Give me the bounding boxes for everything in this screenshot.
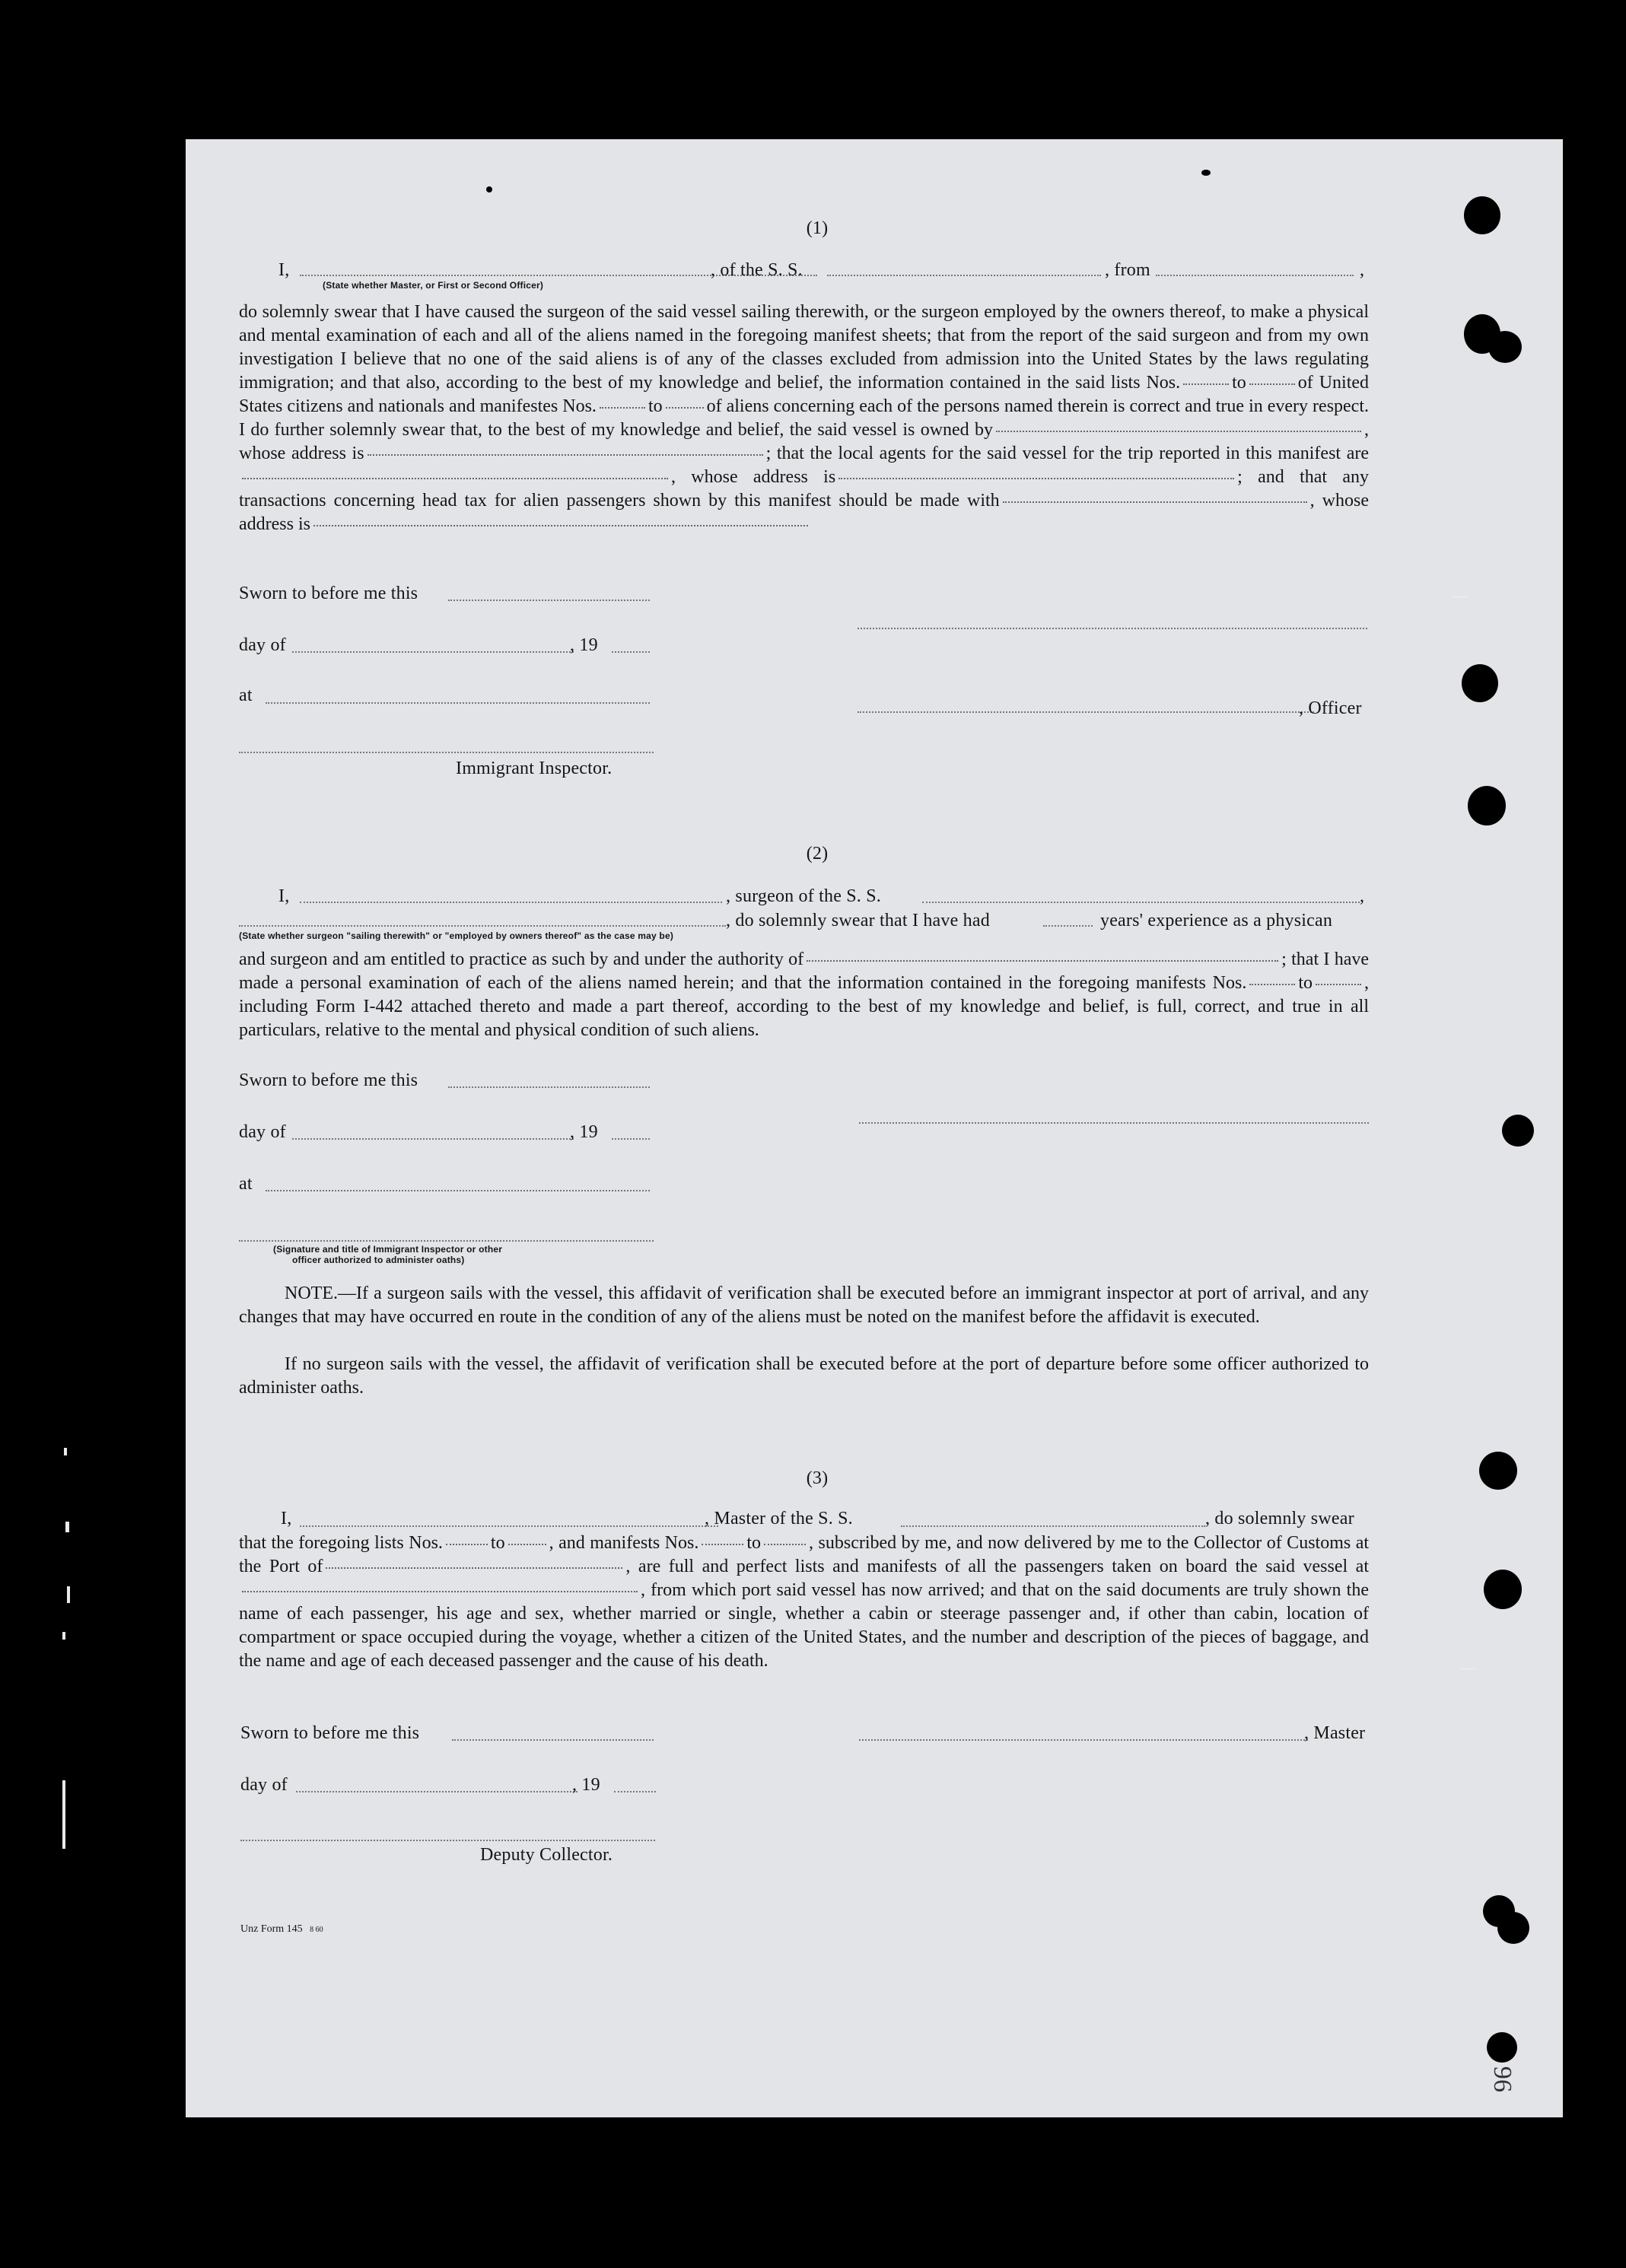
margin-speck [62, 1632, 65, 1640]
field-line [838, 477, 1234, 479]
master-name-line [300, 1525, 718, 1527]
signature-line [859, 1122, 1369, 1124]
field-line [1003, 501, 1307, 503]
body-text: , subscribed by me, and now delivered by me to the Collector of Customs at the Port of [239, 1533, 1370, 1576]
years-label: years' experience as a physican [1100, 911, 1333, 930]
margin-speck [65, 1522, 69, 1532]
to-label: to [1298, 973, 1313, 993]
body-text: and surgeon and am entitled to practice as such by and under the authority of [239, 950, 804, 969]
body-text: , from which port said vessel has now arrived; and that on the said documents are truly shown the name of each passenger, his age and sex, whether married or single, whether a cabin or steerage passenger and, if other than cabin, location of compartment or space occupied during the voyage, whether a citizen of the United States, and the number and description of the pieces of baggage, and the name and age of each deceased passenger and the cause of his death. [239, 1580, 1369, 1671]
oath-start: I, [278, 260, 290, 280]
punch-hole [1479, 1452, 1517, 1490]
punch-hole [1488, 331, 1522, 363]
field-line [508, 1543, 546, 1545]
field-line [1316, 983, 1361, 985]
to-label: to [648, 396, 663, 416]
signature-note: (Signature and title of Immigrant Inspector or other [273, 1244, 503, 1255]
surgeon-label: , surgeon of the S. S. [726, 886, 881, 906]
ss-label: , of the S. S. [711, 260, 803, 280]
field-line [702, 1543, 743, 1545]
field-line [242, 477, 668, 479]
form-date-code: 8 60 [310, 1926, 323, 1934]
years-line [1043, 925, 1093, 927]
section-number: (1) [806, 218, 829, 238]
day-label: day of [240, 1775, 288, 1795]
inspector-line [239, 1240, 654, 1242]
deputy-label: Deputy Collector. [480, 1845, 613, 1865]
margin-speck [1459, 1668, 1475, 1670]
oath-start: I, [281, 1509, 292, 1528]
sworn-label: Sworn to before me this [240, 1723, 420, 1743]
oath-start: I, [278, 886, 290, 906]
body-text: of United States citizens and nationals and manifestes Nos. [239, 373, 1370, 416]
collector-line [240, 1840, 655, 1841]
day-label: day of [239, 635, 286, 655]
swear-label: , do solemnly swear that I have had [726, 911, 990, 930]
page-mark: 96 [1488, 2066, 1517, 2093]
margin-speck [64, 1448, 67, 1455]
punch-hole [1462, 664, 1498, 702]
comma: , [1360, 886, 1365, 906]
at-line [266, 702, 650, 704]
field-line [764, 1543, 806, 1545]
from-port-line [1156, 275, 1354, 276]
ink-dot [486, 186, 492, 192]
officer-line [858, 711, 1314, 713]
day-line [296, 1791, 578, 1792]
section3-body [239, 1532, 1369, 1673]
field-line [326, 1567, 622, 1569]
surgeon-note: (State whether surgeon "sailing therewith" or "employed by owners thereof" as the case may be) [239, 930, 674, 941]
surgeon-name-line [300, 902, 722, 903]
signature-note: officer authorized to administer oaths) [292, 1255, 465, 1265]
ship-name-line [901, 1525, 1205, 1527]
sworn-label: Sworn to before me this [239, 584, 418, 603]
field-line [313, 524, 808, 526]
section2-note-1: NOTE.—If a surgeon sails with the vessel, this affidavit of verification shall be executed before an immigrant inspector at port of arrival, and any changes that may have occurred en route in the condition of any of the aliens must be noted on the manifest before the affidavit is executed. [239, 1284, 1369, 1327]
punch-hole [1502, 1115, 1534, 1147]
sworn-line [448, 600, 650, 601]
section2-note-2: If no surgeon sails with the vessel, the affidavit of verification shall be executed before at the port of departure before some officer authorized to administer oaths. [239, 1354, 1369, 1398]
punch-hole [1497, 1912, 1529, 1944]
at-line [266, 1190, 650, 1191]
year-label: , 19 [570, 1122, 598, 1142]
body-text: , whose address is [239, 420, 1369, 463]
swear-label: , do solemnly swear [1205, 1509, 1354, 1528]
form-number [240, 1923, 323, 1936]
field-line [242, 1590, 638, 1592]
punch-hole [1464, 196, 1500, 234]
field-line [666, 406, 704, 409]
year-line [614, 1791, 656, 1792]
year-line [612, 1138, 650, 1140]
field-line [368, 453, 763, 456]
signature-line [858, 628, 1367, 629]
sworn-line [448, 1086, 650, 1088]
field-line [600, 406, 645, 409]
field-line [807, 959, 1278, 962]
margin-speck [1453, 596, 1468, 598]
inspector-label: Immigrant Inspector. [456, 759, 613, 778]
day-label: day of [239, 1122, 286, 1142]
officer-note: (State whether Master, or First or Second Officer) [323, 280, 544, 291]
body-text: whose address is [239, 491, 1369, 534]
to-label: to [1232, 373, 1246, 393]
year-label: , 19 [570, 635, 598, 655]
field-line [1183, 383, 1229, 385]
day-line [292, 1138, 574, 1140]
body-text: , are full and perfect lists and manifests of all the passengers taken on board the said vessel at [625, 1557, 1369, 1576]
field-line [446, 1543, 488, 1545]
body-text: ; that the local agents for the said vessel for the trip reported in this manifest are [765, 444, 1369, 463]
body-text: do solemnly swear that I have caused the surgeon of the said vessel sailing therewith, or the surgeon employed by the owners thereof, to make a physical and mental examination of each and all of the aliens named in the foregoing manifest sheets; that from the report of the said surgeon and from my own investigation I believe that no one of the said aliens is of any of the classes excluded from admission into the United States by the laws regulating immigration; and that also, according to the best of my knowledge and belief, the information contained in the said lists Nos. [239, 302, 1369, 393]
body-text: that I have made a personal examination of each of the aliens named herein; and that the information contained in the foregoing manifests Nos. [239, 950, 1370, 993]
punch-hole [1487, 2032, 1517, 2063]
section2-body: and surgeon and am entitled to practice as such by and under the authority of ; that I have made a personal examination of each of the aliens named herein; and that the information contained in the foregoing manifests Nos. to , including Form I-442 attached thereto and made a part thereof, according to the best of my knowledge and belief, is full, correct, and true in all particulars, relative to the mental and physical condition of such aliens. [239, 950, 1370, 1040]
sworn-line [452, 1739, 654, 1741]
surgeon-type-line [239, 925, 726, 927]
from-label: , from [1105, 260, 1150, 280]
ship-name-line [922, 902, 1360, 903]
master-signature-line [859, 1739, 1308, 1741]
at-label: at [239, 1174, 253, 1194]
at-label: at [239, 685, 253, 705]
field-line [1249, 983, 1295, 985]
officer-label: , Officer [1299, 698, 1362, 718]
form-number-text: Unz Form 145 [240, 1923, 303, 1935]
body-text: ; and that any transactions concerning head tax for alien passengers shown by this manifest should be made with [239, 467, 1369, 511]
section-number: (2) [806, 844, 829, 864]
margin-speck [67, 1586, 70, 1603]
punch-hole [1468, 786, 1506, 825]
day-line [292, 651, 574, 653]
year-label: , 19 [572, 1775, 600, 1795]
field-line [996, 430, 1361, 432]
ship-name-line [827, 275, 1101, 276]
year-line [612, 651, 650, 653]
punch-hole [1484, 1570, 1522, 1609]
body-text: , and manifests Nos. [549, 1533, 699, 1553]
section-number: (3) [806, 1468, 829, 1488]
master-label: , Master of the S. S. [705, 1509, 853, 1528]
body-text: , including Form I-442 attached thereto and made a part thereof, according to the best of my knowledge and belief, is full, correct, and true in all particulars, relative to the mental and physical condition of such aliens. [239, 973, 1369, 1040]
form-sheet [186, 139, 1563, 2117]
to-label: to [746, 1533, 762, 1553]
body-text: that the foregoing lists Nos. [239, 1533, 443, 1553]
ink-dot [1201, 170, 1211, 176]
inspector-line [239, 752, 654, 753]
comma: , [1360, 260, 1365, 280]
body-text: of aliens concerning each of the persons named therein is correct and true in every respect. I do further solemnly swear that, to the best of my knowledge and belief, the said vessel is owned by [239, 396, 1370, 440]
field-line [1249, 383, 1295, 385]
to-label: to [490, 1533, 505, 1553]
master-sig-label: , Master [1304, 1723, 1366, 1743]
section1-body: do solemnly swear that I have caused the surgeon of the said vessel sailing therewith, or the surgeon employed by the owners thereof, to make a physical and mental examination of each and all of the aliens named in the foregoing manifest sheets; that from the report of the said surgeon and from my own investigation I believe that no one of the said aliens is of any of the classes excluded from admission into the United States by the laws regulating immigration; and that also, according to the best of my knowledge and belief, the information contained in the said lists Nos. to of United States citizens and nationals and manifestes Nos. to of aliens concerning each of the persons named therein is correct and true in every respect. I do further solemnly swear that, to the best of my knowledge and belief, the said vessel is owned by , whose address is ; that the local agents for the said vessel for the trip reported in this manifest are, whose address is ; and that any transactions concerning head tax for alien passengers shown by this manifest should be made with , whose address is [239, 302, 1370, 534]
body-text: , whose address is [671, 467, 836, 487]
sworn-label: Sworn to before me this [239, 1070, 418, 1090]
margin-speck [62, 1780, 65, 1849]
